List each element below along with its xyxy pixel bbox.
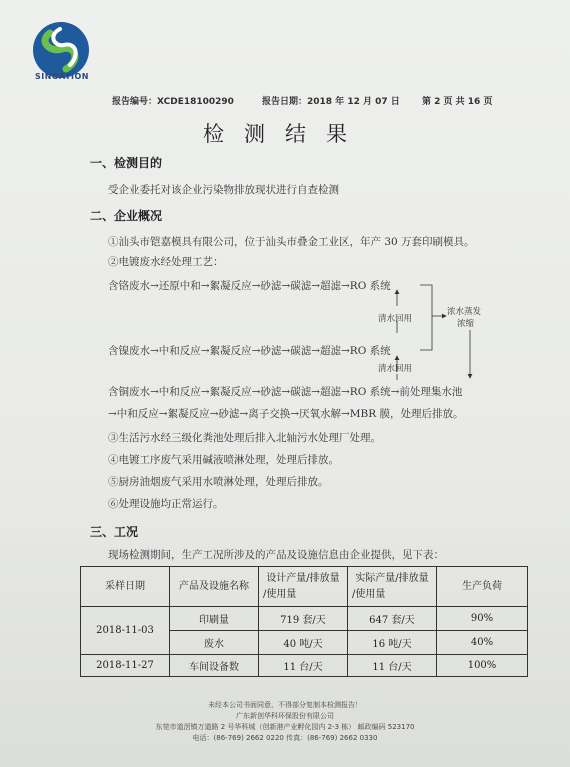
header-date: 采样日期: [81, 567, 170, 607]
row-product: 废水: [170, 631, 259, 655]
row-date: 2018-11-27: [81, 655, 170, 677]
page-title: 检测结果: [203, 122, 367, 146]
page-info: 第 2 页 共 16 页: [422, 97, 493, 107]
row-design: 11 台/天: [259, 655, 348, 677]
row-actual: 16 吨/天: [348, 631, 437, 655]
table-row: [81, 655, 528, 677]
flow-nickel: 含镍废水→中和反应→絮凝反应→砂滤→碳滤→超滤→RO 系统: [108, 345, 391, 357]
footer-contact: 电话：(86-769) 2662 0220 传真：(86-769) 2662 0330: [192, 734, 378, 742]
table-header-row: [81, 567, 528, 607]
row-actual: 647 套/天: [348, 607, 437, 631]
header-product: 产品及设施名称: [170, 567, 259, 607]
flow-copper: 含铜废水→中和反应→絮凝反应→砂滤→碳滤→超滤→RO 系统→前处理集水池: [108, 386, 463, 398]
row-product: 车间设备数: [170, 655, 259, 677]
header-design: [259, 567, 348, 607]
row-design: 40 吨/天: [259, 631, 348, 655]
flow-copper-cont: →中和反应→絮凝反应→砂滤→离子交换→厌氧水解→MBR 膜，处理后排放。: [108, 408, 464, 420]
row-load: 40%: [437, 631, 528, 655]
overview-item-3: ③生活污水经三级化粪池处理后排入北轴污水处理厂处理。: [108, 432, 381, 444]
row-date: 2018-11-03: [81, 607, 170, 655]
evap-label-line2: 浓缩: [457, 319, 475, 329]
section-heading-purpose: 一、检测目的: [90, 156, 163, 170]
overview-item-1: ①汕头市铠嘉模具有限公司，位于汕头市叠金工业区，年产 30 万套印刷模具。: [108, 236, 475, 248]
table-row: [81, 607, 528, 631]
header-actual-line2: /使用量: [352, 588, 386, 600]
conditions-table: [80, 566, 528, 677]
overview-item-4: ④电镀工序废气采用碱液喷淋处理，处理后排放。: [108, 454, 339, 466]
logo-text: SINOATION: [34, 72, 90, 81]
row-load: 100%: [437, 655, 528, 677]
report-date: 报告日期：2018 年 12 月 07 日: [262, 97, 400, 107]
header-actual: [348, 567, 437, 607]
footer-address: 东莞市道滘镇万道路 2 号华科城（创新港产业孵化园内 2-3 栋） 邮政编码 523170: [155, 723, 415, 731]
evap-label-line1: 浓水蒸发: [447, 307, 482, 317]
footer-company: 广东新创华科环保股份有限公司: [236, 712, 334, 720]
purpose-text: 受企业委托对该企业污染物排放现状进行自查检测: [108, 184, 339, 196]
row-load: 90%: [437, 607, 528, 631]
row-product: 印刷量: [170, 607, 259, 631]
footer-notice: 未经本公司书面同意，不得部分复制本检测报告！: [208, 701, 362, 709]
reuse-label-1: 清水回用: [378, 314, 413, 324]
header-design-line2: /使用量: [263, 588, 297, 600]
conditions-text: 现场检测期间，生产工况所涉及的产品及设施信息由企业提供，见下表：: [108, 549, 444, 561]
header-design-line1: 设计产量/排放量: [266, 572, 340, 584]
report-number: 报告编号：XCDE18100290: [112, 97, 234, 107]
row-actual: 11 台/天: [348, 655, 437, 677]
overview-item-6: ⑥处理设施均正常运行。: [108, 498, 224, 510]
overview-item-2: ②电镀废水经处理工艺：: [108, 256, 224, 268]
overview-item-5: ⑤厨房油烟废气采用水喷淋处理，处理后排放。: [108, 476, 329, 488]
header-actual-line1: 实际产量/排放量: [355, 572, 429, 584]
section-heading-conditions: 三、工况: [90, 525, 139, 539]
section-heading-overview: 二、企业概况: [90, 209, 163, 223]
header-load: 生产负荷: [437, 567, 528, 607]
reuse-label-2: 清水回用: [378, 364, 413, 374]
flow-chromium: 含铬废水→还原中和→絮凝反应→砂滤→碳滤→超滤→RO 系统: [108, 280, 391, 292]
row-design: 719 套/天: [259, 607, 348, 631]
